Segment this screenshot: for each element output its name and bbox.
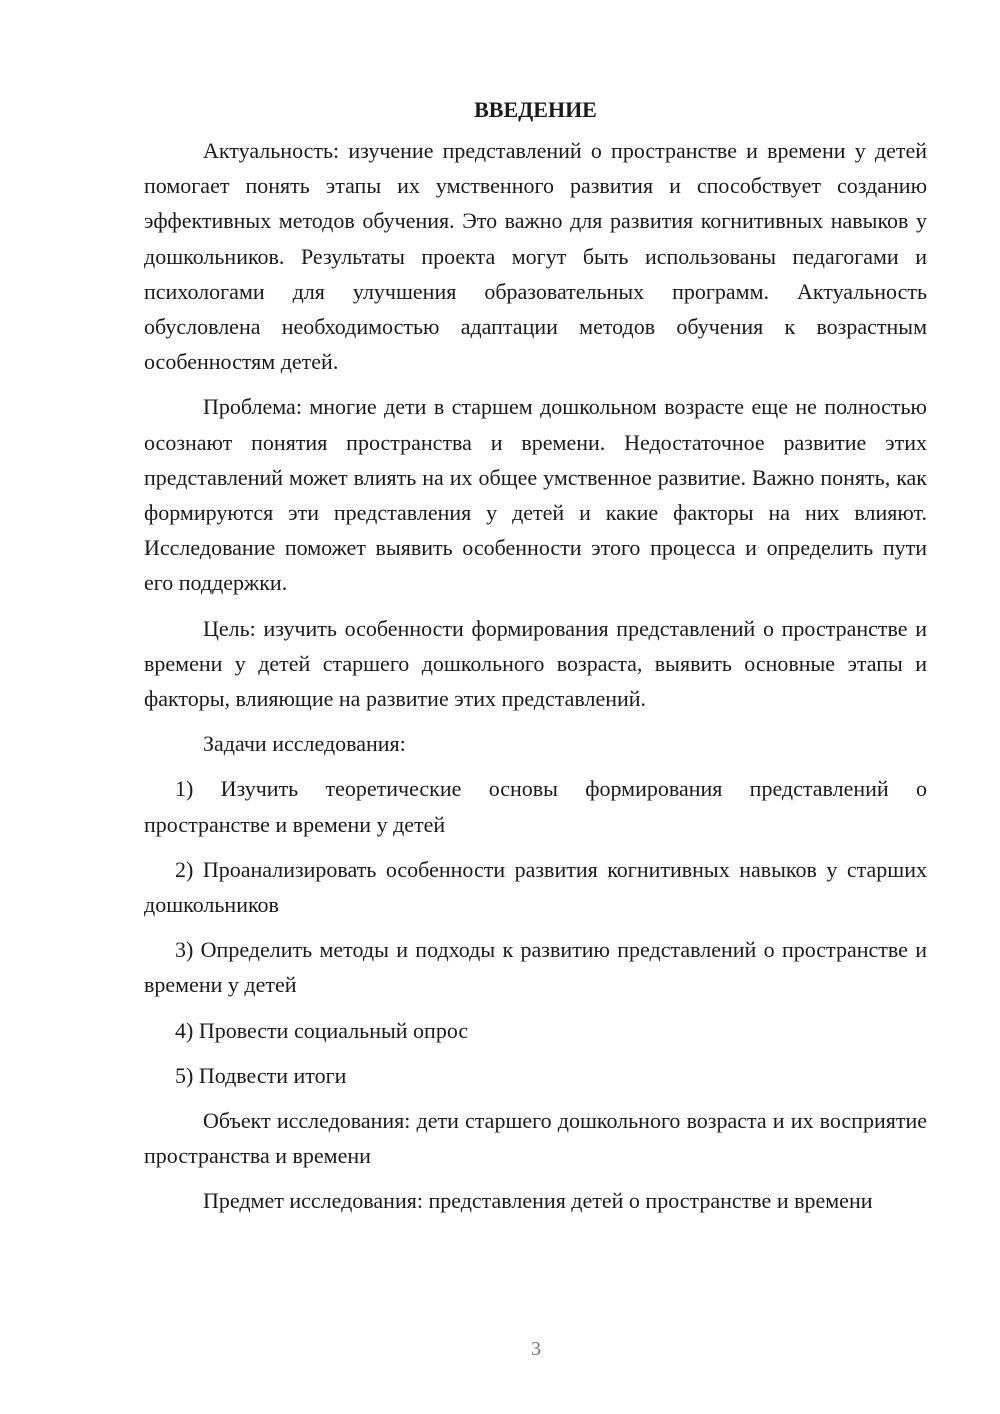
goal-paragraph: Цель: изучить особенности формирования представлений о пространстве и времени у детей старшего дошкольного возраста, выявить основные этапы и факторы, влияющие на развитие этих представлений. <box>144 615 927 712</box>
relevance-paragraph: Актуальность: изучение представлений о пространстве и времени у детей помогает понять этапы их умственного развития и способствует созданию эффективных методов обучения. Это важно для развития когнитивных навыков у дошкольников. Результаты проекта могут быть использованы педагогами и психологами для улучшения образовательных программ. Актуальность обусловлена необходимостью адаптации методов обучения к возрастным особенностям детей. <box>144 138 927 375</box>
page-content <box>144 92 927 1229</box>
section-title: ВВЕДЕНИЕ <box>474 97 597 122</box>
tasks-heading: Задачи исследования: <box>203 731 406 757</box>
task-item-2: 2) Проанализировать особенности развития когнитивных навыков у старших дошкольников <box>144 856 927 918</box>
task-item-5: 5) Подвести итоги <box>175 1062 347 1088</box>
task-item-3: 3) Определить методы и подходы к развитию представлений о пространстве и времени у детей <box>144 937 927 998</box>
subject-paragraph: Предмет исследования: представления детей о пространстве и времени <box>203 1188 873 1214</box>
object-paragraph: Объект исследования: дети старшего дошкольного возраста и их восприятие пространства и времени <box>144 1108 927 1169</box>
page-number: 3 <box>531 1338 541 1360</box>
task-item-1: 1) Изучить теоретические основы формирования представлений о пространстве и времени у детей <box>144 776 927 837</box>
tasks-list <box>144 771 927 1093</box>
task-item-4: 4) Провести социальный опрос <box>175 1017 469 1043</box>
problem-paragraph: Проблема: многие дети в старшем дошкольном возрасте еще не полностью осознают понятия пространства и времени. Недостаточное развитие этих представлений может влиять на их общее умственное развитие. Важно понять, как формируются эти представления у детей и какие факторы на них влияют. Исследование поможет выявить особенности этого процесса и определить пути его поддержки. <box>144 394 927 596</box>
